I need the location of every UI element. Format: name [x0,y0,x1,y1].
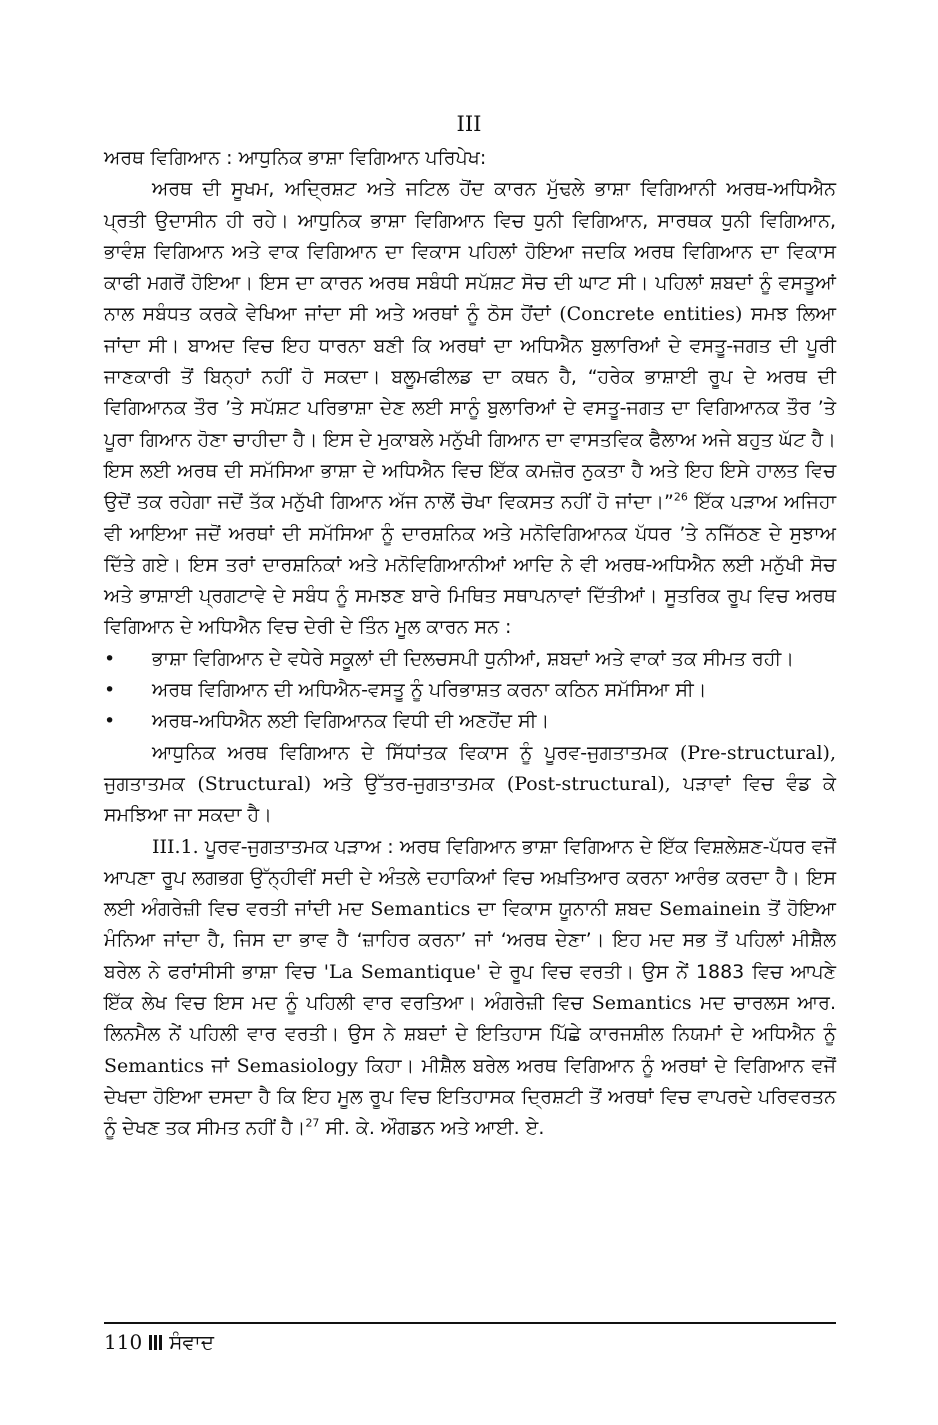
text-run: ਅਤੇ ਉੱਤਰ-ਜੁਗਤਾਤਮਕ [323,772,495,795]
english-term: (Structural) [197,772,312,795]
english-term: (Pre-structural), [679,741,836,764]
page-number: 110 [104,1330,143,1354]
footer-divider [104,1322,836,1324]
bullet-icon: • [104,710,116,733]
bullet-icon: • [104,647,116,670]
paragraph [104,174,836,643]
footnote-ref: 27 [305,1116,320,1130]
list-item [104,706,836,737]
text-run: ਪੜਾਵਾਂ ਵਿਚ ਵੰਡ ਕੇ ਸਮਝਿਆ ਜਾ ਸਕਦਾ ਹੈ। [104,772,837,827]
text-run: ਸੀ. ਕੇ. ਔਗਡਨ ਅਤੇ ਆਈ. ਏ. [319,1117,545,1140]
text-run: ਜਾਂ [211,1054,230,1077]
english-term: Semantics [104,1054,204,1077]
list-item [104,675,836,706]
english-term: Semasiology [236,1054,358,1077]
text-run: ਅਰਥ ਦੀ ਸੂਖਮ, ਅਦ੍ਰਿਸ਼ਟ ਅਤੇ ਜਟਿਲ ਹੋਂਦ ਕਾਰਨ ਮੁੱਢਲੇ ਭਾਸ਼ਾ ਵਿਗਿਆਨੀ ਅਰਥ-ਅਧਿਐਨ ਪ੍ਰਤੀ ਉਦਾਸੀਨ ਹੀ ਰਹੇ। ਆਧੁਨਿਕ ਭਾਸ਼ਾ ਵਿਗਿਆਨ ਵਿਚ ਧੁਨੀ ਵਿਗਿਆਨ, ਸਾਰਥਕ ਧੁਨੀ ਵਿਗਿਆਨ, ਭਾਵੰਸ਼ ਵਿਗਿਆਨ ਅਤੇ ਵਾਕ ਵਿਗਿਆਨ ਦਾ ਵਿਕਾਸ ਪਹਿਲਾਂ ਹੋਇਆ ਜਦਕਿ ਅਰਥ ਵਿਗਿਆਨ ਦਾ ਵਿਕਾਸ ਕਾਫੀ ਮਗਰੋਂ ਹੋਇਆ। ਇਸ ਦਾ ਕਾਰਨ ਅਰਥ ਸਬੰਧੀ ਸਪੱਸ਼ਟ ਸੋਚ ਦੀ ਘਾਟ ਸੀ। ਪਹਿਲਾਂ ਸ਼ਬਦਾਂ ਨੂੰ ਵਸਤੂਆਂ ਨਾਲ ਸਬੰਧਤ ਕਰਕੇ ਵੇਖਿਆ ਜਾਂਦਾ ਸੀ ਅਤੇ ਅਰਥਾਂ ਨੂੰ ਠੋਸ ਹੋਂਦਾਂ [104,178,836,326]
english-term: Semainein [659,898,761,921]
text-run: ਜੁਗਤਾਤਮਕ [104,772,185,795]
paragraph [104,832,836,1145]
text-run: ਆਧੁਨਿਕ ਅਰਥ ਵਿਗਿਆਨ ਦੇ ਸਿੱਧਾਂਤਕ ਵਿਕਾਸ ਨੂੰ ਪੂਰਵ-ਜੁਗਤਾਤਮਕ [152,741,668,764]
text-run: ਦਾ ਵਿਕਾਸ ਯੂਨਾਨੀ ਸ਼ਬਦ [477,898,652,921]
section-heading: ਅਰਥ ਵਿਗਿਆਨ : ਆਧੁਨਿਕ ਭਾਸ਼ਾ ਵਿਗਿਆਨ ਪਰਿਪੇਖ: [104,147,487,169]
english-term: 'La Semantique' [323,960,482,983]
bullet-icon: • [104,679,116,702]
list-item [104,644,836,675]
text-run: ਕਿਹਾ। ਮੀਸ਼ੈਲ ਬਰੇਲ ਅਰਥ ਵਿਗਿਆਨ ਨੂੰ ਅਰਥਾਂ ਦੇ ਵਿਗਿਆਨ ਵਜੋਂ ਦੇਖਦਾ ਹੋਇਆ ਦਸਦਾ ਹੈ ਕਿ ਇਹ ਮੂਲ ਰੂਪ ਵਿਚ ਇਤਿਹਾਸਕ ਦ੍ਰਿਸ਼ਟੀ ਤੋਂ ਅਰਥਾਂ ਵਿਚ ਵਾਪਰਦੇ ਪਰਿਵਰਤਨ ਨੂੰ ਦੇਖਣ ਤਕ ਸੀਮਤ ਨਹੀਂ ਹੈ। [104,1054,836,1140]
body-text [104,143,836,1145]
list-item-text: ਅਰਥ-ਅਧਿਐਨ ਲਈ ਵਿਗਿਆਨਕ ਵਿਧੀ ਦੀ ਅਣਹੋਂਦ ਸੀ। [152,710,550,733]
bars-icon [149,1335,162,1350]
text-run: ਦੇ ਰੂਪ ਵਿਚ ਵਰਤੀ। ਉਸ ਨੇਂ 1883 ਵਿਚ ਆਪਣੇ ਇੱਕ ਲੇਖ ਵਿਚ ਇਸ ਮਦ ਨੂੰ ਪਹਿਲੀ ਵਾਰ ਵਰਤਿਆ। ਅੰਗਰੇਜ਼ੀ ਵਿਚ [104,960,837,1015]
list-item-text: ਭਾਸ਼ਾ ਵਿਗਿਆਨ ਦੇ ਵਧੇਰੇ ਸਕੂਲਾਂ ਦੀ ਦਿਲਚਸਪੀ ਧੁਨੀਆਂ, ਸ਼ਬਦਾਂ ਅਤੇ ਵਾਕਾਂ ਤਕ ਸੀਮਤ ਰਹੀ। [152,647,794,670]
english-term: (Post-structural), [506,772,671,795]
english-term: Semantics [370,898,471,921]
page-footer [104,1330,214,1354]
text-run: ਸਮਝ ਲਿਆ ਜਾਂਦਾ ਸੀ। ਬਾਅਦ ਵਿਚ ਇਹ ਧਾਰਨਾ ਬਣੀ ਕਿ ਅਰਥਾਂ ਦਾ ਅਧਿਐਨ ਬੁਲਾਰਿਆਂ ਦੇ ਵਸਤੂ-ਜਗਤ ਦੀ ਪੂਰੀ ਜਾਣਕਾਰੀ ਤੋਂ ਬਿਨ੍ਹਾਂ ਨਹੀਂ ਹੋ ਸਕਦਾ। ਬਲੂਮਫੀਲਡ ਦਾ ਕਥਨ ਹੈ, “ਹਰੇਕ ਭਾਸ਼ਾਈ ਰੂਪ ਦੇ ਅਰਥ ਦੀ ਵਿਗਿਆਨਕ ਤੌਰ ’ਤੇ ਸਪੱਸ਼ਟ ਪਰਿਭਾਸ਼ਾ ਦੇਣ ਲਈ ਸਾਨੂੰ ਬੁਲਾਰਿਆਂ ਦੇ ਵਸਤੂ-ਜਗਤ ਦਾ ਵਿਗਿਆਨਕ ਤੌਰ ’ਤੇ ਪੂਰਾ ਗਿਆਨ ਹੋਣਾ ਚਾਹੀਦਾ ਹੈ। ਇਸ ਦੇ ਮੁਕਾਬਲੇ ਮਨੁੱਖੀ ਗਿਆਨ ਦਾ ਵਾਸਤਵਿਕ ਫੈਲਾਅ ਅਜੇ ਬਹੁਤ ਘੱਟ ਹੈ। ਇਸ ਲਈ ਅਰਥ ਦੀ ਸਮੱਸਿਆ ਭਾਸ਼ਾ ਦੇ ਅਧਿਐਨ ਵਿਚ ਇੱਕ ਕਮਜ਼ੋਰ ਨੁਕਤਾ ਹੈ ਅਤੇ ਇਹ ਇਸੇ ਹਾਲਤ ਵਿਚ ਉਦੋਂ ਤਕ ਰਹੇਗਾ ਜਦੋਂ ਤੱਕ ਮਨੁੱਖੀ ਗਿਆਨ ਅੱਜ ਨਾਲੋਂ ਚੋਖਾ ਵਿਕਸਤ ਨਹੀਂ ਹੋ ਜਾਂਦਾ।” [104,303,837,514]
english-term: Semantics [591,992,692,1015]
footnote-ref: 26 [673,490,688,504]
paragraph [104,738,836,832]
text-run: ਇੱਕ ਪੜਾਅ ਅਜਿਹਾ ਵੀ ਆਇਆ ਜਦੋਂ ਅਰਥਾਂ ਦੀ ਸਮੱਸਿਆ ਨੂੰ ਦਾਰਸ਼ਨਿਕ ਅਤੇ ਮਨੋਵਿਗਿਆਨਕ ਪੱਧਰ ’ਤੇ ਨਜਿੱਠਣ ਦੇ ਸੁਝਾਅ ਦਿੱਤੇ ਗਏ। ਇਸ ਤਰਾਂ ਦਾਰਸ਼ਨਿਕਾਂ ਅਤੇ ਮਨੋਵਿਗਿਆਨੀਆਂ ਆਦਿ ਨੇ ਵੀ ਅਰਥ-ਅਧਿਐਨ ਲਈ ਮਨੁੱਖੀ ਸੋਚ ਅਤੇ ਭਾਸ਼ਾਈ ਪ੍ਰਗਟਾਵੇ ਦੇ ਸਬੰਧ ਨੂੰ ਸਮਝਣ ਬਾਰੇ ਮਿਥਿਤ ਸਥਾਪਨਾਵਾਂ ਦਿੱਤੀਆਂ। ਸੂਤਰਿਕ ਰੂਪ ਵਿਚ ਅਰਥ ਵਿਗਿਆਨ ਦੇ ਅਧਿਐਨ ਵਿਚ ਦੇਰੀ ਦੇ ਤਿੰਨ ਮੂਲ ਕਾਰਨ ਸਨ : [104,491,836,639]
subsection-number: III.1. [152,835,199,858]
text-run: ਪੂਰਵ-ਜੁਗਤਾਤਮਕ ਪੜਾਅ : ਅਰਥ ਵਿਗਿਆਨ ਭਾਸ਼ਾ ਵਿਗਿਆਨ ਦੇ ਇੱਕ ਵਿਸ਼ਲੇਸ਼ਣ-ਪੱਧਰ ਵਜੋਂ ਆਪਣਾ ਰੂਪ ਲਗਭਗ ਉੱਨ੍ਹੀਵੀਂ ਸਦੀ ਦੇ ਅੰਤਲੇ ਦਹਾਕਿਆਂ ਵਿਚ ਅਖ਼ਤਿਆਰ ਕਰਨਾ ਆਰੰਭ ਕਰਦਾ ਹੈ। ਇਸ ਲਈ ਅੰਗਰੇਜ਼ੀ ਵਿਚ ਵਰਤੀ ਜਾਂਦੀ ਮਦ [104,835,836,921]
text-run: ਤੋਂ ਹੋਇਆ ਮੰਨਿਆ ਜਾਂਦਾ ਹੈ, ਜਿਸ ਦਾ ਭਾਵ ਹੈ ‘ਜ਼ਾਹਿਰ ਕਰਨਾ’ ਜਾਂ ‘ਅਰਥ ਦੇਣਾ’। ਇਹ ਮਦ ਸਭ ਤੋਂ ਪਹਿਲਾਂ ਮੀਸ਼ੈਲ ਬਰੇਲ ਨੇ ਫਰਾਂਸੀਸੀ ਭਾਸ਼ਾ ਵਿਚ [104,898,836,983]
bullet-list [104,644,836,738]
text-run: ਮਦ ਚਾਰਲਸ ਆਰ. ਲਿਨਮੈਲ ਨੇਂ ਪਹਿਲੀ ਵਾਰ ਵਰਤੀ। ਉਸ ਨੇ ਸ਼ਬਦਾਂ ਦੇ ਇਤਿਹਾਸ ਪਿੱਛੇ ਕਾਰਜਸ਼ੀਲ ਨਿਯਮਾਂ ਦੇ ਅਧਿਐਨ ਨੂੰ [104,992,837,1046]
section-number: III [456,112,482,136]
journal-name: ਸੰਵਾਦ [169,1330,214,1354]
english-term: (Concrete entities) [559,303,743,326]
list-item-text: ਅਰਥ ਵਿਗਿਆਨ ਦੀ ਅਧਿਐਨ-ਵਸਤੂ ਨੂੰ ਪਰਿਭਾਸ਼ਤ ਕਰਨਾ ਕਠਿਨ ਸਮੱਸਿਆ ਸੀ। [152,679,707,702]
